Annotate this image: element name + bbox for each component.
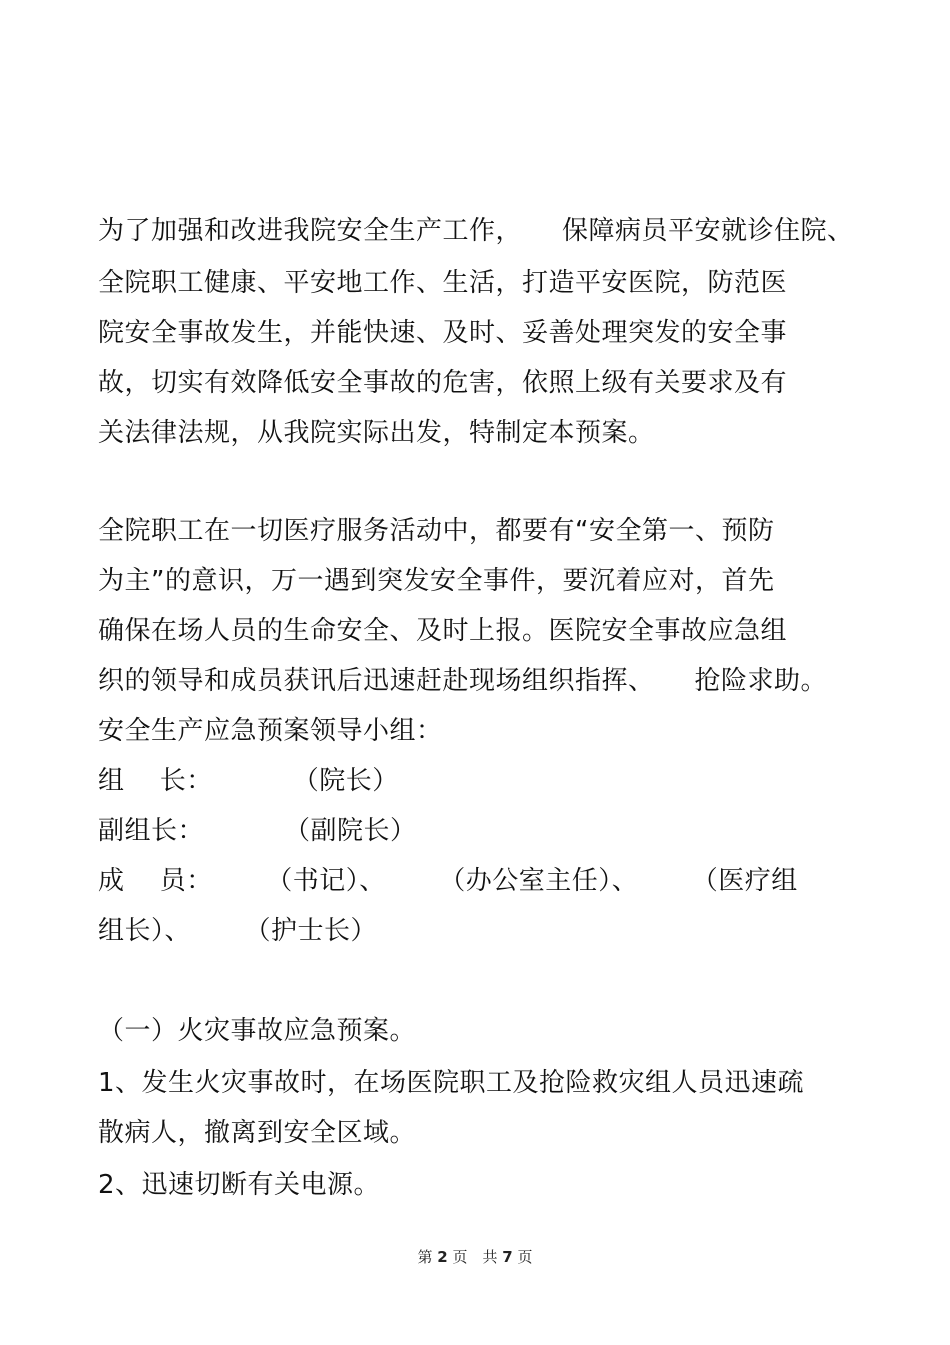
paragraph-2-line-1: 全院职工在一切医疗服务活动中，都要有“安全第一、预防 — [98, 516, 775, 546]
paragraph-1-line-4: 故，切实有效降低安全事故的危害，依照上级有关要求及有 — [98, 368, 788, 398]
footer-total-pages: 7 — [502, 1248, 513, 1266]
paragraph-2-line-2: 为主”的意识，万一遇到突发安全事件，要沉着应对，首先 — [98, 566, 775, 596]
roster-members: 成 员： （书记）、 （办公室主任）、 （医疗组 — [98, 866, 798, 896]
section-heading: （一）火灾事故应急预案。 — [98, 1016, 417, 1046]
page-footer — [0, 1246, 950, 1267]
paragraph-2-line-5: 安全生产应急预案领导小组： — [98, 716, 443, 746]
footer-page-number: 2 — [437, 1248, 448, 1266]
section-item-1-line-2: 散病人，撤离到安全区域。 — [98, 1118, 417, 1148]
paragraph-2-line-4: 织的领导和成员获讯后迅速赶赴现场组织指挥、 抢险求助。 — [98, 666, 828, 696]
paragraph-1-line-3: 院安全事故发生，并能快速、及时、妥善处理突发的安全事 — [98, 318, 788, 348]
paragraph-2-line-3: 确保在场人员的生命安全、及时上报。医院安全事故应急组 — [98, 616, 788, 646]
footer-suffix: 页 — [517, 1248, 533, 1266]
paragraph-1-line-5: 关法律法规，从我院实际出发，特制定本预案。 — [98, 418, 655, 448]
section-item-2: 2、迅速切断有关电源。 — [98, 1170, 381, 1200]
footer-prefix: 第 — [417, 1248, 433, 1266]
roster-members-cont: 组长）、 （护士长） — [98, 916, 378, 946]
footer-middle: 页 共 — [452, 1248, 498, 1266]
roster-deputy: 副组长： （副院长） — [98, 816, 417, 846]
section-item-1-line-1: 1、发生火灾事故时，在场医院职工及抢险救灾组人员迅速疏 — [98, 1068, 805, 1098]
paragraph-1-line-2: 全院职工健康、平安地工作、生活，打造平安医院，防范医 — [98, 268, 788, 298]
roster-leader: 组 长： （院长） — [98, 766, 399, 796]
paragraph-1-line-1: 为了加强和改进我院安全生产工作， 保障病员平安就诊住院、 — [98, 216, 854, 246]
